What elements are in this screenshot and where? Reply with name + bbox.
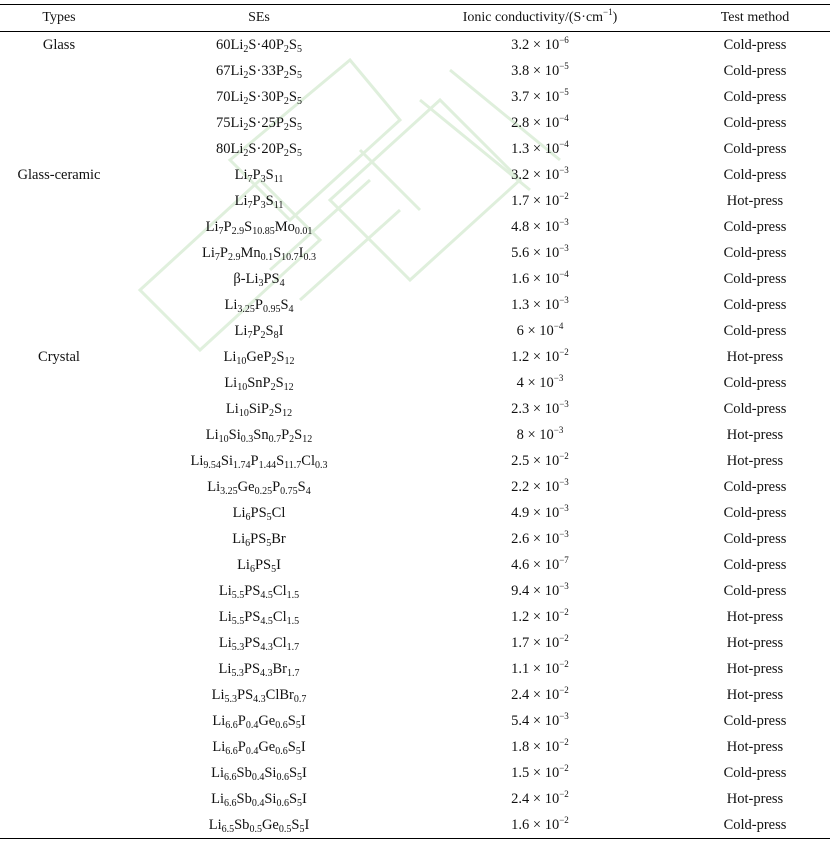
table-row: [0, 500, 830, 526]
cell-conductivity: $4 \times 10^{-3}$: [516, 372, 564, 391]
cell-type: [0, 110, 118, 136]
conductivity-mantissa: 1.3: [511, 140, 530, 157]
header-row: [0, 5, 830, 32]
header-conductivity: Ionic conductivity/$(S\cdot cm^{-1})$: [400, 5, 680, 32]
cell-method: Cold-press: [723, 322, 787, 339]
conductivity-mantissa: 4.6: [511, 556, 530, 573]
cell-method: Cold-press: [723, 556, 787, 573]
conductivity-mantissa: 3.2: [511, 166, 530, 183]
cell-se: $Li_{10}GeP_2S_{12}$: [223, 348, 295, 367]
cell-se: $Li_7P_{2.9}S_{10.85}Mo_{0.01}$: [205, 218, 313, 237]
cell-method: Cold-press: [723, 140, 787, 157]
conductivity-mantissa: 1.5: [511, 764, 530, 781]
conductivity-exponent: −3: [559, 710, 569, 721]
cell-type: [0, 474, 118, 500]
cell-type: [0, 266, 118, 292]
cell-type: [0, 734, 118, 760]
conductivity-mantissa: 2.4: [511, 790, 530, 807]
conductivity-exponent: −2: [559, 632, 569, 643]
conductivity-mantissa: 4.8: [511, 218, 530, 235]
cell-method: Cold-press: [723, 478, 787, 495]
cell-method: Cold-press: [723, 36, 787, 53]
conductivity-mantissa: 2.2: [511, 478, 530, 495]
conductivity-mantissa: 2.5: [511, 452, 530, 469]
conductivity-mantissa: 4.9: [511, 504, 530, 521]
conductivity-exponent: −4: [559, 268, 569, 279]
table-row: [0, 136, 830, 162]
conductivity-exponent: −7: [559, 554, 569, 565]
table-row: [0, 682, 830, 708]
conductivity-exponent: −3: [559, 502, 569, 513]
cell-type: [0, 786, 118, 812]
cell-method: Cold-press: [723, 764, 787, 781]
cell-method: Cold-press: [723, 530, 787, 547]
cell-method: Cold-press: [723, 374, 787, 391]
cell-method: Cold-press: [723, 166, 787, 183]
cell-type: [0, 812, 118, 839]
cell-se: $Li_{6.6}Sb_{0.4}Si_{0.6}S_5I$: [211, 764, 307, 783]
cell-conductivity: $1.3 \times 10^{-4}$: [511, 138, 569, 157]
cell-conductivity: $2.2 \times 10^{-3}$: [511, 476, 569, 495]
cell-se: $Li_{5.3}PS_{4.3}Br_{1.7}$: [218, 660, 300, 679]
cell-se: $Li_6PS_5Br$: [232, 530, 286, 549]
cell-conductivity: $4.8 \times 10^{-3}$: [511, 216, 569, 235]
cell-conductivity: $4.9 \times 10^{-3}$: [511, 502, 569, 521]
table-row: [0, 448, 830, 474]
conductivity-exponent: −3: [559, 164, 569, 175]
cell-conductivity: $1.6 \times 10^{-4}$: [511, 268, 569, 287]
cell-method: Cold-press: [723, 400, 787, 417]
cell-se: $Li_{6.6}P_{0.4}Ge_{0.6}S_5I$: [212, 712, 306, 731]
cell-conductivity: $2.3 \times 10^{-3}$: [511, 398, 569, 417]
cell-conductivity: $1.5 \times 10^{-2}$: [511, 762, 569, 781]
conductivity-exponent: −2: [559, 684, 569, 695]
conductivity-exponent: −2: [559, 190, 569, 201]
header-types: Types: [0, 5, 118, 32]
conductivity-mantissa: 1.3: [511, 296, 530, 313]
cell-type: [0, 136, 118, 162]
conductivity-exponent: −2: [559, 346, 569, 357]
conductivity-mantissa: 2.4: [511, 686, 530, 703]
conductivity-exponent: −2: [559, 606, 569, 617]
cell-method: Hot-press: [726, 608, 784, 625]
table-row: [0, 110, 830, 136]
cell-type: Glass-ceramic: [17, 166, 101, 183]
table-row: [0, 812, 830, 839]
table-row: [0, 760, 830, 786]
cell-conductivity: $2.5 \times 10^{-2}$: [511, 450, 569, 469]
cell-method: Cold-press: [723, 504, 787, 521]
table-row: [0, 552, 830, 578]
cell-type: [0, 656, 118, 682]
cell-method: Cold-press: [723, 62, 787, 79]
conductivity-table: [0, 4, 830, 839]
table-row: [0, 708, 830, 734]
cell-conductivity: $1.2 \times 10^{-2}$: [511, 346, 569, 365]
cell-se: $Li_{6.6}Sb_{0.4}Si_{0.6}S_5I$: [211, 790, 307, 809]
cell-type: [0, 396, 118, 422]
header-method: Test method: [680, 5, 830, 32]
cell-conductivity: $1.2 \times 10^{-2}$: [511, 606, 569, 625]
cell-conductivity: $4.6 \times 10^{-7}$: [511, 554, 569, 573]
cell-conductivity: $1.8 \times 10^{-2}$: [511, 736, 569, 755]
table-row: [0, 656, 830, 682]
cell-type: [0, 292, 118, 318]
cell-conductivity: $3.7 \times 10^{-5}$: [511, 86, 569, 105]
cell-method: Hot-press: [726, 634, 784, 651]
conductivity-mantissa: 4: [516, 374, 524, 391]
cell-se: $Li_{9.54}Si_{1.74}P_{1.44}S_{11.7}Cl_{0.3}$: [190, 452, 328, 471]
table-row: [0, 734, 830, 760]
cell-type: [0, 84, 118, 110]
table-row: [0, 32, 830, 59]
table-row: [0, 604, 830, 630]
cell-method: Cold-press: [723, 296, 787, 313]
table-row: [0, 84, 830, 110]
cell-type: Glass: [42, 36, 76, 53]
cell-se: $\beta-Li_3PS_4$: [233, 270, 285, 289]
table-row: [0, 344, 830, 370]
cell-type: [0, 58, 118, 84]
conductivity-mantissa: 5.6: [511, 244, 530, 261]
cell-method: Hot-press: [726, 348, 784, 365]
table-row: [0, 240, 830, 266]
conductivity-exponent: −6: [559, 34, 569, 45]
cell-se: $Li_{6.5}Sb_{0.5}Ge_{0.5}S_5I$: [118, 812, 400, 839]
cell-se: $Li_{5.5}PS_{4.5}Cl_{1.5}$: [218, 582, 300, 601]
cell-se: $Li_{5.3}PS_{4.3}Cl_{1.7}$: [218, 634, 300, 653]
conductivity-exponent: −3: [559, 294, 569, 305]
conductivity-exponent: −3: [553, 372, 564, 383]
cell-type: [0, 552, 118, 578]
table-row: [0, 292, 830, 318]
cell-type: [0, 500, 118, 526]
conductivity-exponent: −3: [553, 424, 564, 435]
conductivity-exponent: −2: [559, 736, 569, 747]
cell-type: [0, 708, 118, 734]
cell-type: [0, 370, 118, 396]
cell-type: [0, 604, 118, 630]
conductivity-mantissa: 1.7: [511, 192, 530, 209]
cell-conductivity: $5.6 \times 10^{-3}$: [511, 242, 569, 261]
table-row: [0, 630, 830, 656]
cell-method: Cold-press: [680, 812, 830, 839]
cell-method: Hot-press: [726, 660, 784, 677]
cell-conductivity: $3.2 \times 10^{-6}$: [511, 34, 569, 53]
conductivity-exponent: −5: [559, 60, 569, 71]
conductivity-exponent: −3: [559, 528, 569, 539]
cell-method: Cold-press: [723, 582, 787, 599]
cell-type: [0, 578, 118, 604]
conductivity-exponent: −3: [559, 242, 569, 253]
cell-method: Cold-press: [723, 244, 787, 261]
table-row: [0, 396, 830, 422]
cell-conductivity: $2.6 \times 10^{-3}$: [511, 528, 569, 547]
cell-conductivity: $1.7 \times 10^{-2}$: [511, 632, 569, 651]
cell-se: $67Li_2S\cdot 33P_2S_5$: [216, 62, 302, 81]
conductivity-mantissa: 2.6: [511, 530, 530, 547]
conductivity-mantissa: 9.4: [511, 582, 530, 599]
cell-type: [0, 240, 118, 266]
conductivity-exponent: −3: [559, 476, 569, 487]
cell-method: Cold-press: [723, 270, 787, 287]
cell-method: Hot-press: [726, 686, 784, 703]
cell-conductivity: $2.8 \times 10^{-4}$: [511, 112, 569, 131]
conductivity-mantissa: 1.6: [511, 816, 530, 833]
cell-se: $Li_{3.25}Ge_{0.25}P_{0.75}S_4$: [207, 478, 311, 497]
conductivity-exponent: −2: [559, 788, 569, 799]
cell-conductivity: $1.1 \times 10^{-2}$: [511, 658, 569, 677]
conductivity-mantissa: 1.8: [511, 738, 530, 755]
conductivity-mantissa: 3.8: [511, 62, 530, 79]
cell-se: $Li_6PS_5Cl$: [232, 504, 286, 523]
conductivity-exponent: −2: [559, 762, 569, 773]
cell-type: Crystal: [38, 348, 80, 365]
conductivity-mantissa: 2.8: [511, 114, 530, 131]
cell-conductivity: $1.6 \times 10^{-2}$: [400, 812, 680, 839]
cell-se: $70Li_2S\cdot 30P_2S_5$: [216, 88, 302, 107]
conductivity-exponent: −2: [559, 814, 569, 825]
conductivity-exponent: −3: [559, 216, 569, 227]
table-row: [0, 786, 830, 812]
conductivity-mantissa: 6: [516, 322, 524, 339]
conductivity-mantissa: 1.1: [511, 660, 530, 677]
cell-conductivity: $2.4 \times 10^{-2}$: [511, 788, 569, 807]
cell-method: Cold-press: [723, 88, 787, 105]
cell-se: $Li_{3.25}P_{0.95}S_4$: [224, 296, 294, 315]
conductivity-exponent: −3: [559, 398, 569, 409]
conductivity-exponent: −2: [559, 658, 569, 669]
cell-se: $60Li_2S\cdot 40P_2S_5$: [216, 36, 302, 55]
cell-se: $Li_6PS_5I$: [237, 556, 281, 575]
cell-type: [0, 630, 118, 656]
cell-method: Cold-press: [723, 218, 787, 235]
cell-method: Cold-press: [723, 712, 787, 729]
conductivity-mantissa: 1.2: [511, 348, 530, 365]
cell-se: $Li_7P_2S_8I$: [234, 322, 284, 341]
cell-conductivity: $5.4 \times 10^{-3}$: [511, 710, 569, 729]
cell-method: Hot-press: [726, 452, 784, 469]
cell-method: Hot-press: [726, 192, 784, 209]
cell-type: [0, 318, 118, 344]
conductivity-mantissa: 3.7: [511, 88, 530, 105]
cell-se: $Li_{5.3}PS_{4.3}ClBr_{0.7}$: [211, 686, 307, 705]
cell-se: $Li_{10}SiP_2S_{12}$: [225, 400, 293, 419]
cell-conductivity: $9.4 \times 10^{-3}$: [511, 580, 569, 599]
conductivity-exponent: −4: [553, 320, 564, 331]
table-row: [0, 370, 830, 396]
conductivity-mantissa: 2.3: [511, 400, 530, 417]
cell-conductivity: $3.8 \times 10^{-5}$: [511, 60, 569, 79]
cell-type: [0, 760, 118, 786]
cell-se: $75Li_2S\cdot 25P_2S_5$: [216, 114, 302, 133]
cell-conductivity: $8 \times 10^{-3}$: [516, 424, 564, 443]
cell-method: Cold-press: [723, 114, 787, 131]
cell-se: $Li_{5.5}PS_{4.5}Cl_{1.5}$: [218, 608, 300, 627]
cell-conductivity: $6 \times 10^{-4}$: [516, 320, 564, 339]
table-row: [0, 162, 830, 188]
cell-se: $Li_{10}Si_{0.3}Sn_{0.7}P_2S_{12}$: [205, 426, 313, 445]
conductivity-mantissa: 1.2: [511, 608, 530, 625]
cell-type: [0, 422, 118, 448]
cell-conductivity: $2.4 \times 10^{-2}$: [511, 684, 569, 703]
cell-se: $Li_7P_3S_{11}$: [234, 166, 284, 185]
cell-method: Hot-press: [726, 426, 784, 443]
cell-type: [0, 526, 118, 552]
conductivity-mantissa: 3.2: [511, 36, 530, 53]
cell-method: Hot-press: [726, 790, 784, 807]
cell-type: [0, 448, 118, 474]
conductivity-exponent: −3: [559, 580, 569, 591]
table-row: [0, 188, 830, 214]
table-row: [0, 526, 830, 552]
cell-type: [0, 682, 118, 708]
conductivity-mantissa: 8: [516, 426, 524, 443]
conductivity-mantissa: 1.6: [511, 270, 530, 287]
cell-se: $Li_7P_{2.9}Mn_{0.1}S_{10.7}I_{0.3}$: [201, 244, 317, 263]
table-row: [0, 214, 830, 240]
conductivity-exponent: −4: [559, 138, 569, 149]
conductivity-exponent: −4: [559, 112, 569, 123]
conductivity-mantissa: 1.7: [511, 634, 530, 651]
cell-type: [0, 214, 118, 240]
header-ses: SEs: [118, 5, 400, 32]
cell-type: [0, 188, 118, 214]
cell-conductivity: $1.3 \times 10^{-3}$: [511, 294, 569, 313]
cell-method: Hot-press: [726, 738, 784, 755]
conductivity-exponent: −2: [559, 450, 569, 461]
cell-conductivity: $3.2 \times 10^{-3}$: [511, 164, 569, 183]
cell-se: $80Li_2S\cdot 20P_2S_5$: [216, 140, 302, 159]
cell-se: $Li_7P_3S_{11}$: [234, 192, 284, 211]
table-row: [0, 318, 830, 344]
table-row: [0, 58, 830, 84]
table-row: [0, 422, 830, 448]
cell-conductivity: $1.7 \times 10^{-2}$: [511, 190, 569, 209]
cell-se: $Li_{10}SnP_2S_{12}$: [224, 374, 294, 393]
conductivity-exponent: −5: [559, 86, 569, 97]
table-row: [0, 578, 830, 604]
cell-se: $Li_{6.6}P_{0.4}Ge_{0.6}S_5I$: [212, 738, 306, 757]
table-row: [0, 266, 830, 292]
conductivity-mantissa: 5.4: [511, 712, 530, 729]
table-row: [0, 474, 830, 500]
